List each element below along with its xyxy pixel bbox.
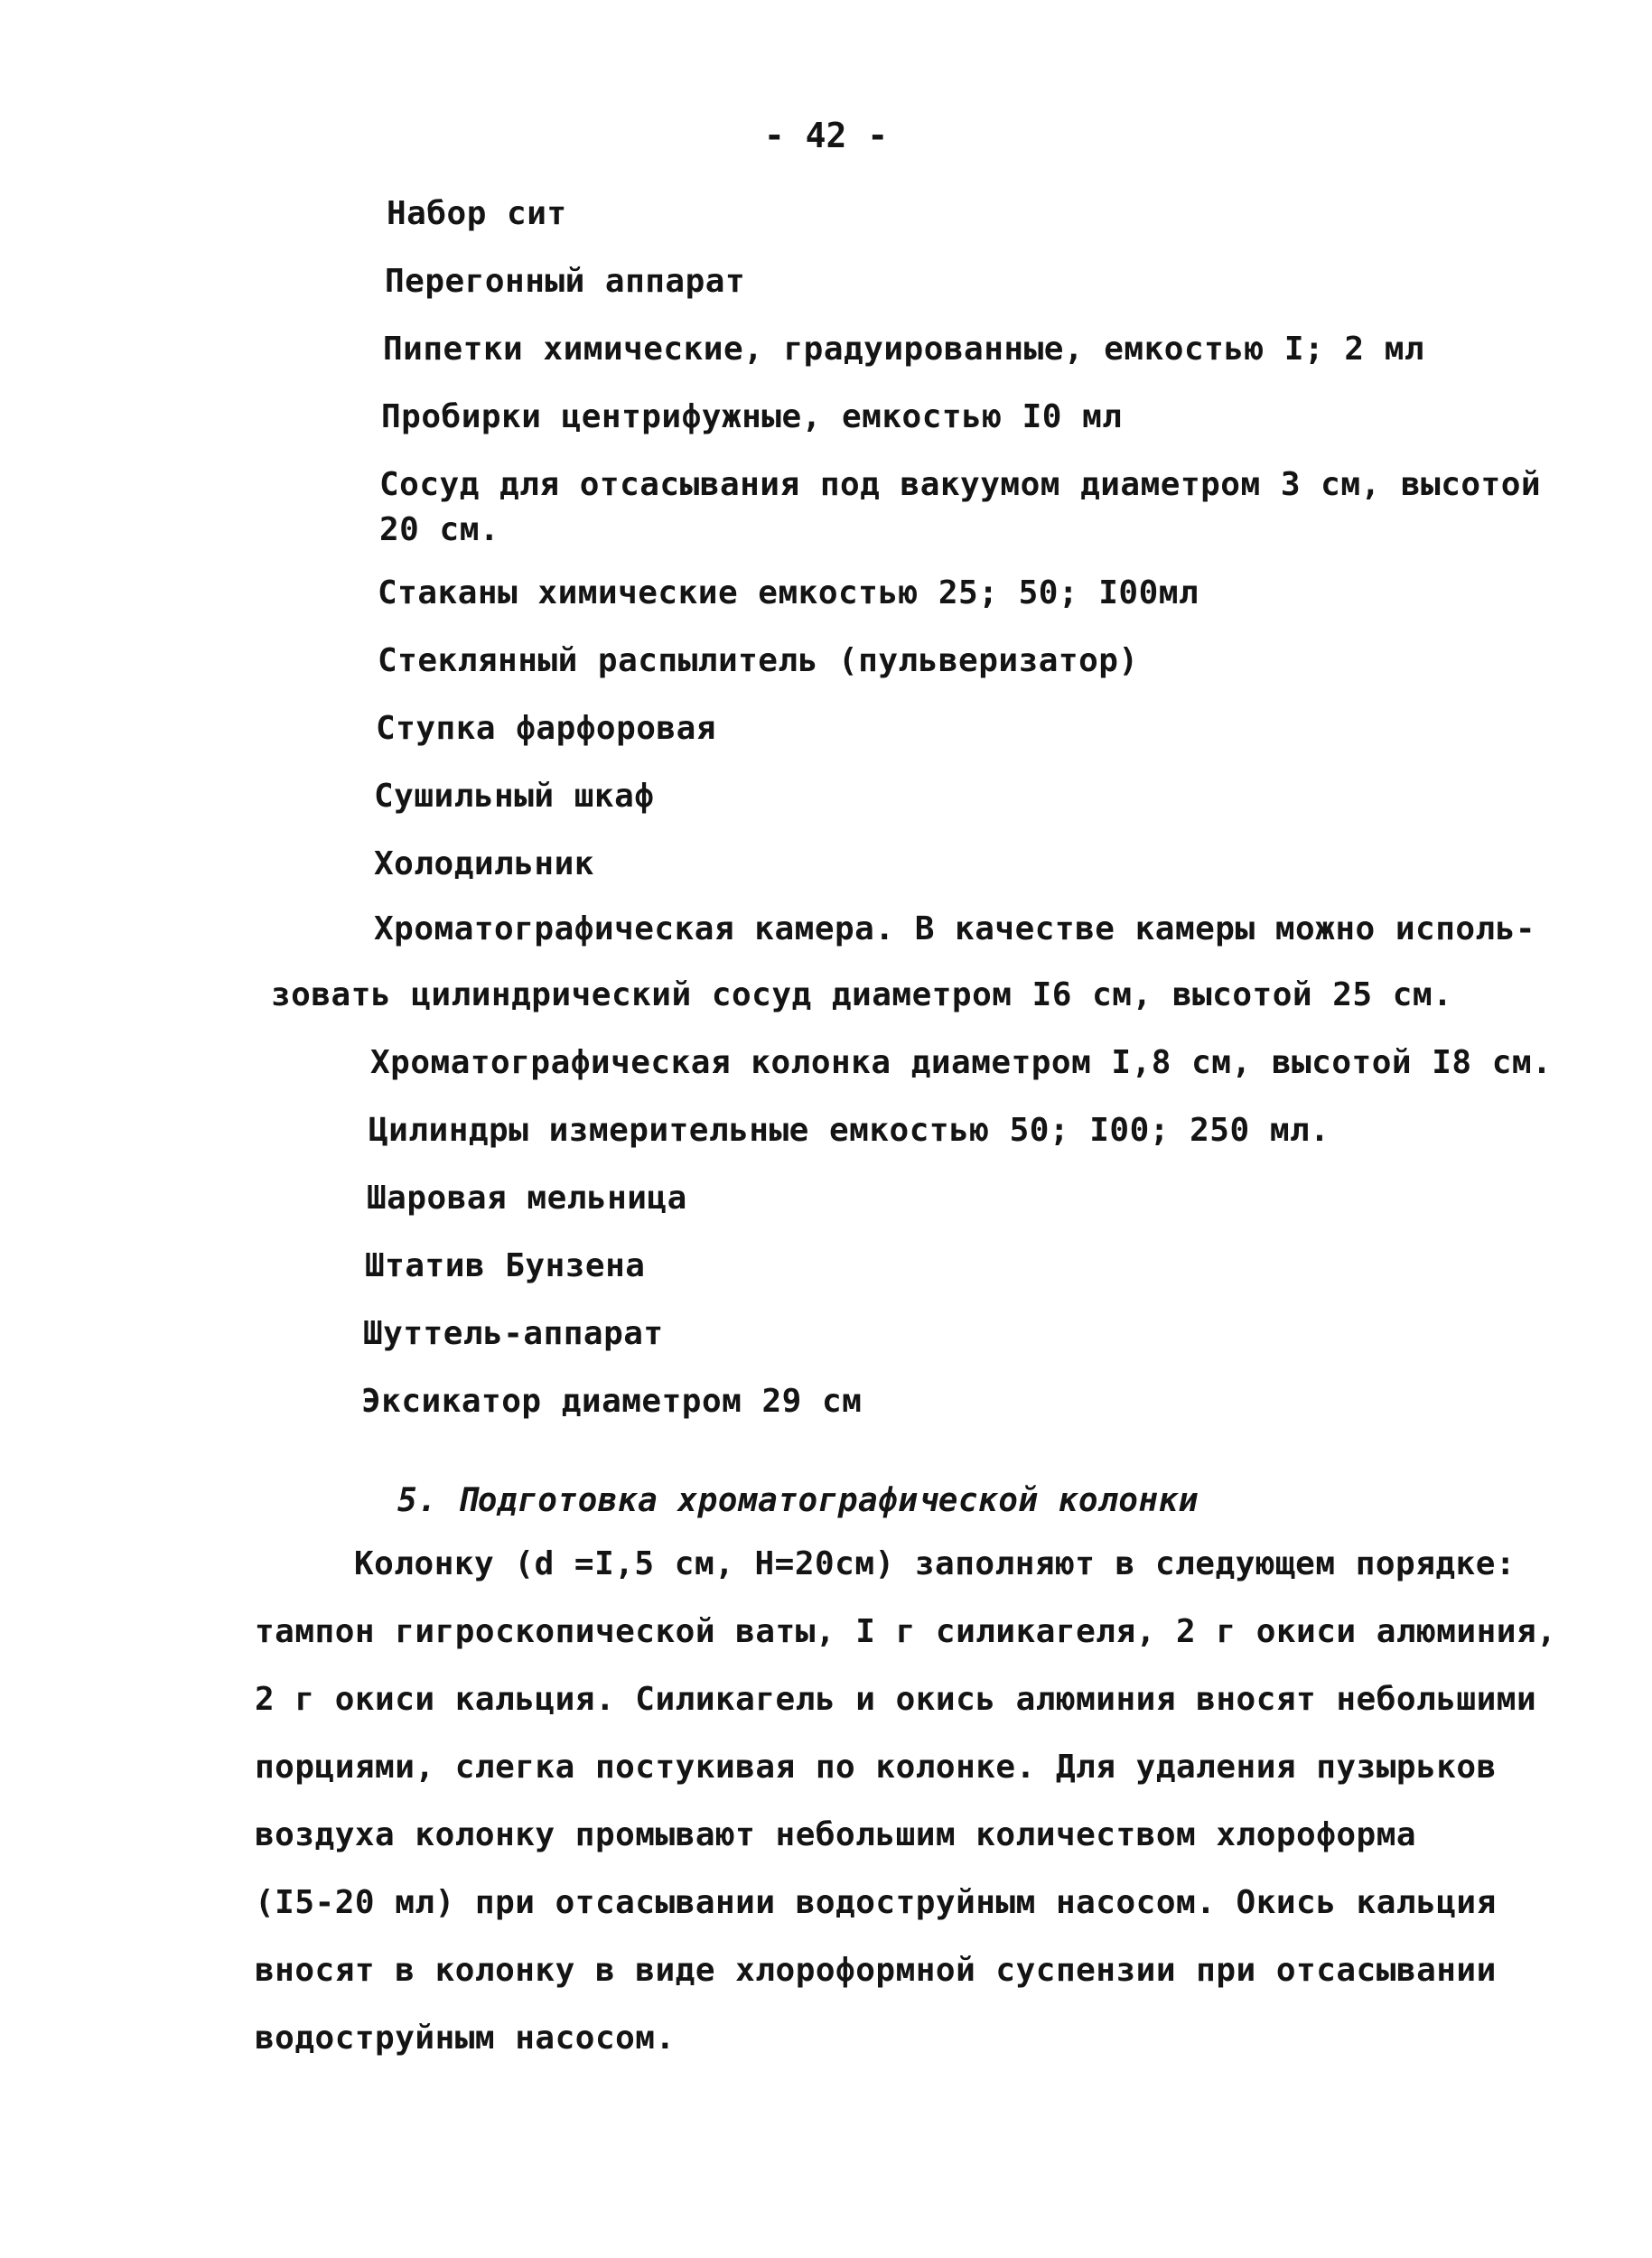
- paragraph-line: порциями, слегка постукивая по колонке. Для удаления пузырьков: [255, 1749, 1497, 1786]
- paragraph-line: водоструйным насосом.: [255, 2020, 676, 2057]
- paragraph-line: вносят в колонку в виде хлороформной суспензии при отсасывании: [255, 1952, 1497, 1989]
- equipment-item: Стеклянный распылитель (пульверизатор): [378, 642, 1139, 679]
- equipment-item: Холодильник: [374, 845, 594, 882]
- equipment-item: Цилиндры измерительные емкостью 50; I00; 250 мл.: [369, 1112, 1330, 1149]
- equipment-item: Шуттель-аппарат: [363, 1315, 664, 1352]
- equipment-item: Перегонный аппарат: [385, 263, 746, 300]
- equipment-item: Шаровая мельница: [367, 1180, 687, 1217]
- paragraph-line: воздуха колонку промывают небольшим количеством хлороформа: [255, 1816, 1417, 1853]
- equipment-item: Штатив Бунзена: [365, 1247, 646, 1284]
- equipment-item: Ступка фарфоровая: [376, 710, 716, 747]
- equipment-item: Пипетки химические, градуированные, емкостью I; 2 мл: [383, 331, 1425, 368]
- paragraph-line: (I5-20 мл) при отсасывании водоструйным насосом. Окись кальция: [255, 1884, 1497, 1921]
- page-number: - 42 -: [763, 116, 889, 155]
- paragraph-line: тампон гигроскопической ваты, I г силикагеля, 2 г окиси алюминия,: [255, 1613, 1557, 1650]
- equipment-item: Набор сит: [387, 195, 567, 232]
- equipment-item-continuation: 20 см.: [379, 511, 500, 548]
- section-title: 5. Подготовка хроматографической колонки: [397, 1482, 1199, 1519]
- equipment-item: Эксикатор диаметром 29 см: [361, 1383, 863, 1420]
- paragraph-line: 2 г окиси кальция. Силикагель и окись алюминия вносят небольшими: [255, 1681, 1537, 1718]
- equipment-item: Сушильный шкаф: [374, 778, 655, 815]
- equipment-item-continuation: зовать цилиндрический сосуд диаметром I6 см, высотой 25 см.: [271, 976, 1453, 1013]
- equipment-item: Сосуд для отсасывания под вакуумом диаметром 3 см, высотой: [379, 466, 1542, 503]
- equipment-item: Хроматографическая колонка диаметром I,8 см, высотой I8 см.: [370, 1044, 1553, 1081]
- equipment-item: Стаканы химические емкостью 25; 50; I00мл: [378, 574, 1199, 611]
- equipment-item: Пробирки центрифужные, емкостью I0 мл: [381, 398, 1123, 435]
- equipment-item: Хроматографическая камера. В качестве камеры можно исполь-: [374, 910, 1536, 947]
- paragraph-line: Колонку (d =I,5 см, Н=20см) заполняют в следующем порядке:: [354, 1545, 1517, 1582]
